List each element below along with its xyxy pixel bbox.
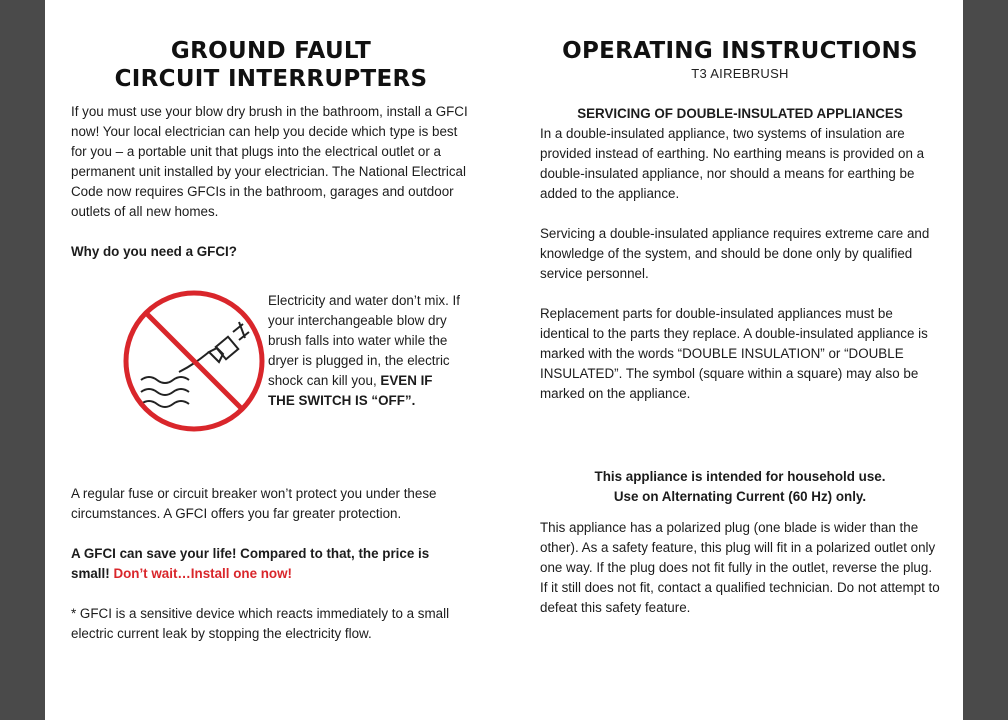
servicing-para-1: In a double-insulated appliance, two systems of insulation are provided instead of earthing. No earthing means is provided on a double-insulated appliance, nor should a means for earthing be added to the appliance. — [540, 126, 925, 201]
servicing-heading: SERVICING OF DOUBLE-INSULATED APPLIANCES — [577, 106, 903, 121]
manual-page — [45, 0, 963, 720]
why-gfci-heading: Why do you need a GFCI? — [71, 244, 237, 259]
fuse-text: A regular fuse or circuit breaker won’t protect you under these circumstances. A GFCI offers you far greater protection. — [71, 486, 437, 521]
operating-title: OPERATING INSTRUCTIONS — [562, 38, 918, 64]
polarized-plug-text: This appliance has a polarized plug (one blade is wider than the other). As a safety feature, this plug will fit in a polarized outlet only one way. If the plug does not fit fully in the outlet, reverse the plug. If it still does not fit, contact a qualified technician. Do not attempt to defeat this safety feature. — [540, 520, 940, 615]
warning-text: Electricity and water don’t mix. If your interchangeable blow dry brush falls into water while the dryer is plugged in, the electric shock can kill you, EVEN IF THE SWITCH IS “OFF”. — [268, 293, 461, 408]
no-plug-in-water-icon — [121, 288, 267, 434]
servicing-para-2: Servicing a double-insulated appliance requires extreme care and knowledge of the system, and should be done only by qualified service personnel. — [540, 226, 930, 281]
household-notice: This appliance is intended for household use. Use on Alternating Current (60 Hz) only. — [594, 469, 886, 504]
install-now-callout: Don’t wait…Install one now! — [113, 566, 292, 581]
product-name: T3 AIREBRUSH — [691, 66, 789, 81]
save-life-text: A GFCI can save your life! Compared to that, the price is small! Don’t wait…Install one now! — [71, 546, 430, 581]
gfci-title: GROUND FAULT CIRCUIT INTERRUPTERS — [114, 38, 428, 92]
gfci-intro: If you must use your blow dry brush in the bathroom, install a GFCI now! Your local electrician can help you decide which type is best for you – a portable unit that plugs into the electrical outlet or a permanent unit installed by your electrician. The National Electrical Code now requires GFCIs in the bathroom, garages and outdoor outlets of all new homes. — [71, 104, 468, 219]
gfci-footnote: * GFCI is a sensitive device which reacts immediately to a small electric current leak by stopping the electricity flow. — [71, 606, 450, 641]
servicing-para-3: Replacement parts for double-insulated appliances must be identical to the parts they replace. A double-insulated appliance is marked with the words “DOUBLE INSULATION” or “DOUBLE INSULATED”. The symbol (square within a square) may also be marked on the appliance. — [540, 306, 928, 401]
